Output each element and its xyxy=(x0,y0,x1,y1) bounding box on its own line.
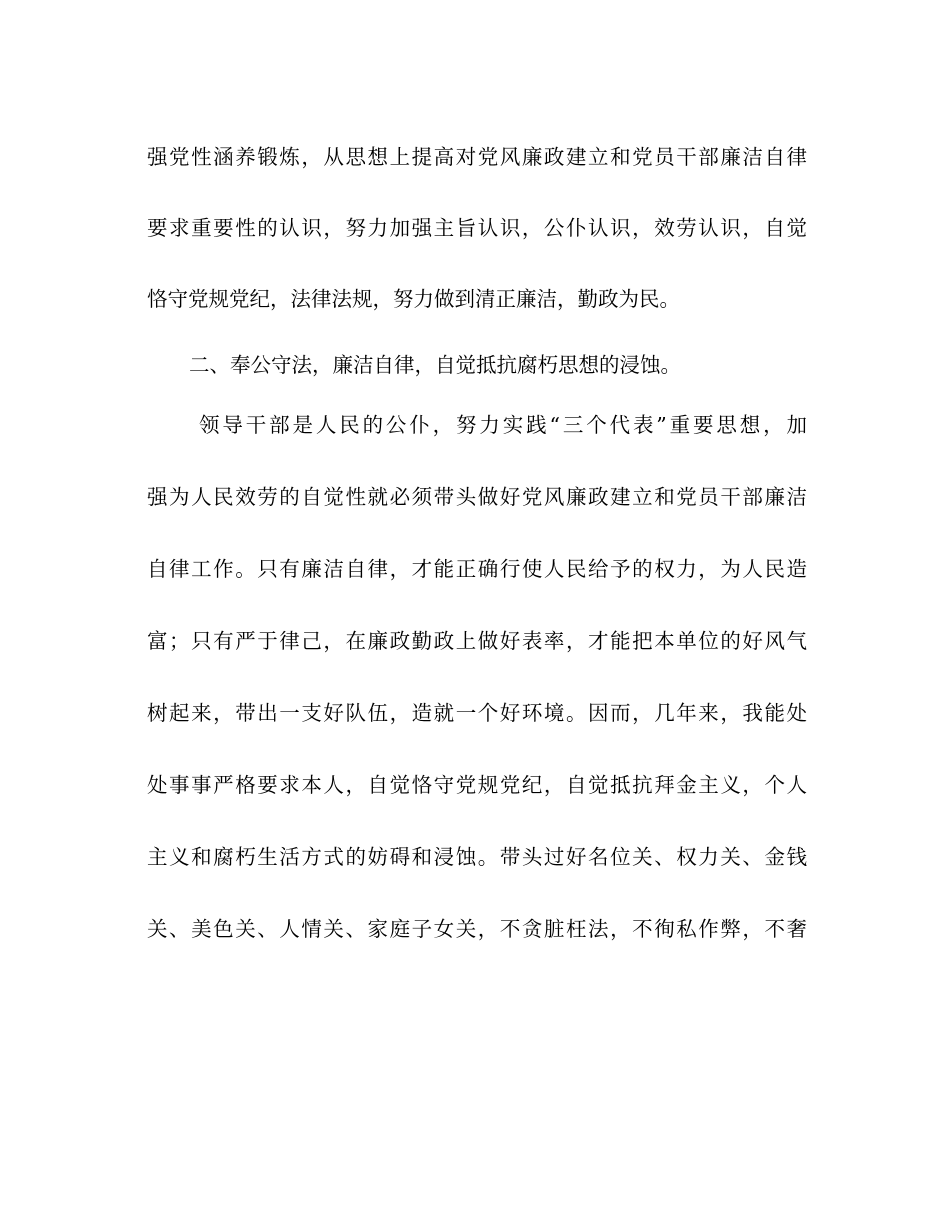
text-line: 树起来，带出一支好队伍，造就一个好环境。因而，几年来，我能处 xyxy=(147,701,807,725)
text-line: 主义和腐朽生活方式的妨碍和浸蚀。带头过好名位关、权力关、金钱 xyxy=(147,845,807,869)
text-line: 强党性涵养锻炼，从思想上提高对党风廉政建立和党员干部廉洁自律 xyxy=(147,145,807,169)
text-line: 恪守党规党纪，法律法规，努力做到清正廉洁，勤政为民。 xyxy=(147,287,680,311)
text-line: 关、美色关、人情关、家庭子女关，不贪脏枉法，不徇私作弊，不奢 xyxy=(147,917,807,941)
text-line: 强为人民效劳的自觉性就必须带头做好党风廉政建立和党员干部廉洁 xyxy=(147,485,807,509)
text-line: 富；只有严于律己，在廉政勤政上做好表率，才能把本单位的好风气 xyxy=(147,629,807,653)
text-line: 处事事严格要求本人，自觉恪守党规党纪，自觉抵抗拜金主义，个人 xyxy=(147,773,807,797)
text-line: 要求重要性的认识，努力加强主旨认识，公仆认识，效劳认识，自觉 xyxy=(147,216,807,240)
text-line: 自律工作。只有廉洁自律，才能正确行使人民给予的权力，为人民造 xyxy=(147,557,807,581)
section-heading: 二、奉公守法，廉洁自律，自觉抵抗腐朽思想的浸蚀。 xyxy=(189,353,681,377)
text-line: 领导干部是人民的公仆，努力实践“三个代表”重要思想，加 xyxy=(199,413,807,437)
